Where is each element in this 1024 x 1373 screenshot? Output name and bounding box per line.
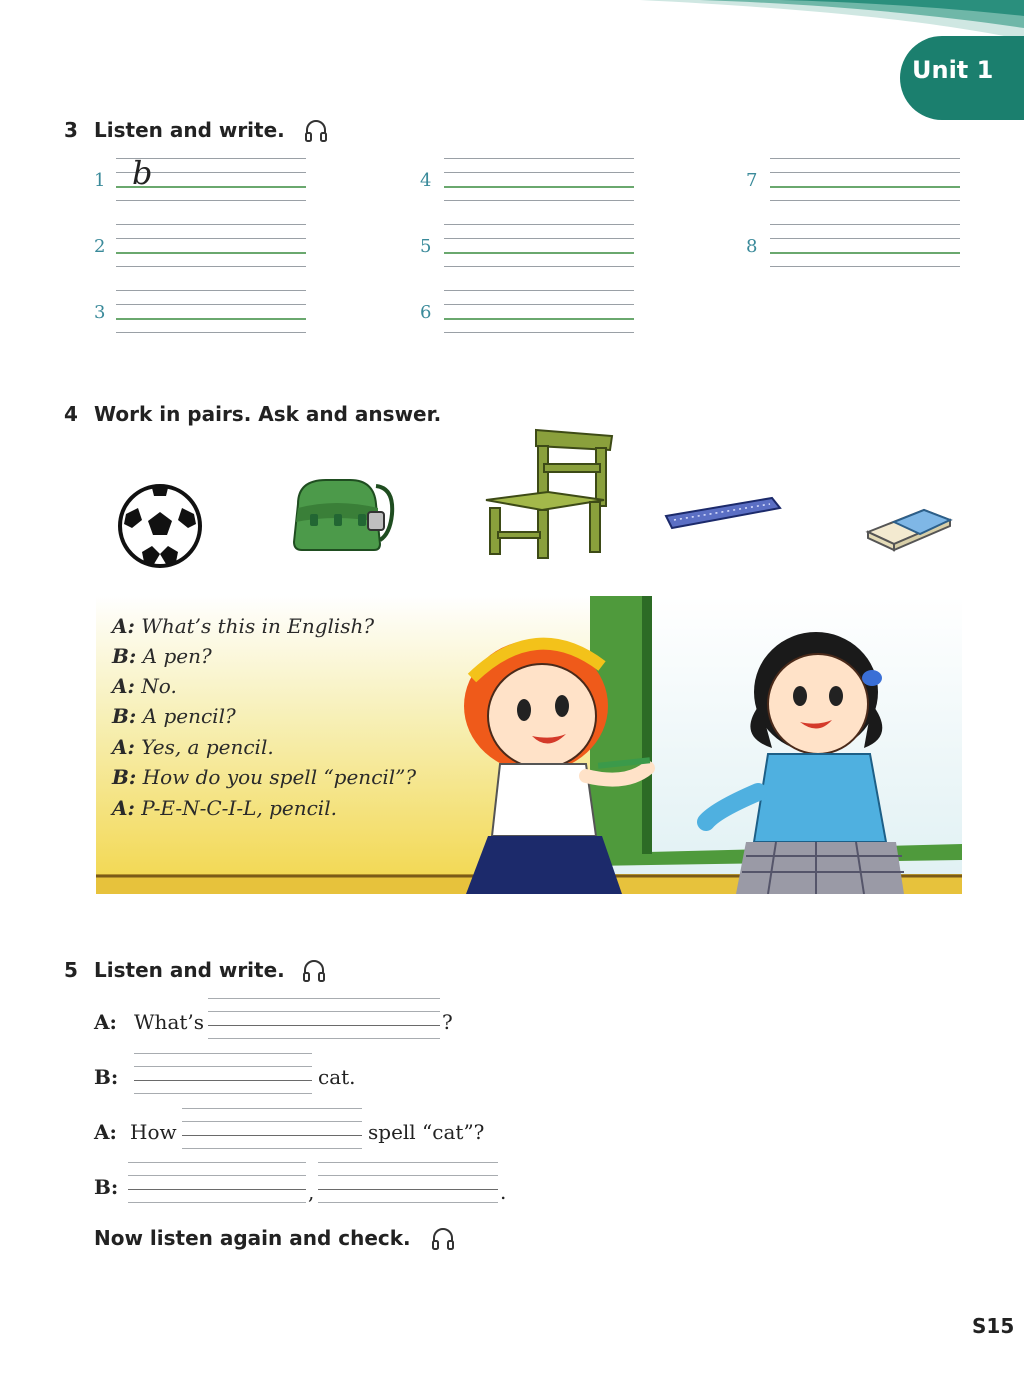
footer-instruction: Now listen again and check. bbox=[94, 1226, 411, 1250]
dialogue-line: B: A pencil? bbox=[112, 704, 236, 728]
writing-lines[interactable] bbox=[770, 224, 960, 268]
writing-lines[interactable] bbox=[116, 224, 306, 268]
exercise-5-title: Listen and write. bbox=[94, 958, 285, 982]
speaker-label: B: bbox=[94, 1065, 119, 1089]
answer-blank[interactable] bbox=[128, 1162, 306, 1202]
writing-lines[interactable] bbox=[770, 158, 960, 202]
speaker-label: A: bbox=[94, 1010, 117, 1034]
item-number: 2 bbox=[94, 236, 106, 257]
ruler-picture bbox=[664, 494, 782, 532]
item-number: 8 bbox=[746, 236, 758, 257]
answer-blank[interactable] bbox=[318, 1162, 498, 1202]
school-bag-picture bbox=[288, 474, 400, 552]
answer-blank[interactable] bbox=[134, 1053, 312, 1093]
answer-blank[interactable] bbox=[208, 998, 440, 1038]
exercise-5-number: 5 bbox=[64, 958, 78, 982]
writing-lines[interactable] bbox=[444, 224, 634, 268]
speaker-label: A: bbox=[94, 1120, 117, 1144]
dialogue-line: A: Yes, a pencil. bbox=[112, 735, 274, 759]
writing-lines[interactable] bbox=[444, 158, 634, 202]
prompt-text: What’s bbox=[134, 1010, 205, 1034]
prompt-text: ? bbox=[442, 1010, 453, 1034]
chair-picture bbox=[484, 428, 616, 560]
prompt-text: spell “cat”? bbox=[368, 1120, 485, 1144]
eraser-picture bbox=[864, 504, 954, 552]
prompt-text: cat. bbox=[318, 1065, 356, 1089]
period-text: . bbox=[500, 1180, 507, 1204]
dialogue-line: A: P-E-N-C-I-L, pencil. bbox=[112, 796, 337, 820]
speaker-label: B: bbox=[94, 1175, 119, 1199]
item-number: 4 bbox=[420, 170, 432, 191]
item-number: 7 bbox=[746, 170, 758, 191]
dialogue-line: B: A pen? bbox=[112, 644, 212, 668]
soccer-ball-picture bbox=[112, 484, 208, 568]
item-number: 1 bbox=[94, 170, 106, 191]
writing-lines[interactable] bbox=[116, 290, 306, 334]
item-number: 5 bbox=[420, 236, 432, 257]
dialogue-line: A: No. bbox=[112, 674, 177, 698]
page-number: S15 bbox=[972, 1314, 1015, 1338]
headphones-icon[interactable] bbox=[301, 958, 327, 984]
headphones-icon[interactable] bbox=[430, 1226, 456, 1252]
item-number: 3 bbox=[94, 302, 106, 323]
answer-blank[interactable] bbox=[182, 1108, 362, 1148]
exercise-3-number: 3 bbox=[64, 118, 78, 142]
dialogue-line: B: How do you spell “pencil”? bbox=[112, 765, 417, 789]
exercise-4-title: Work in pairs. Ask and answer. bbox=[94, 402, 442, 426]
dialogue-line: A: What’s this in English? bbox=[112, 614, 375, 638]
header-band bbox=[0, 0, 1024, 130]
prompt-text: How bbox=[130, 1120, 177, 1144]
headphones-icon[interactable] bbox=[303, 118, 329, 144]
item-number: 6 bbox=[420, 302, 432, 323]
unit-label: Unit 1 bbox=[912, 56, 994, 84]
answer-text: b bbox=[132, 154, 153, 192]
exercise-3-title: Listen and write. bbox=[94, 118, 285, 142]
exercise-4-number: 4 bbox=[64, 402, 78, 426]
comma-text: , bbox=[308, 1180, 315, 1204]
writing-lines[interactable] bbox=[444, 290, 634, 334]
